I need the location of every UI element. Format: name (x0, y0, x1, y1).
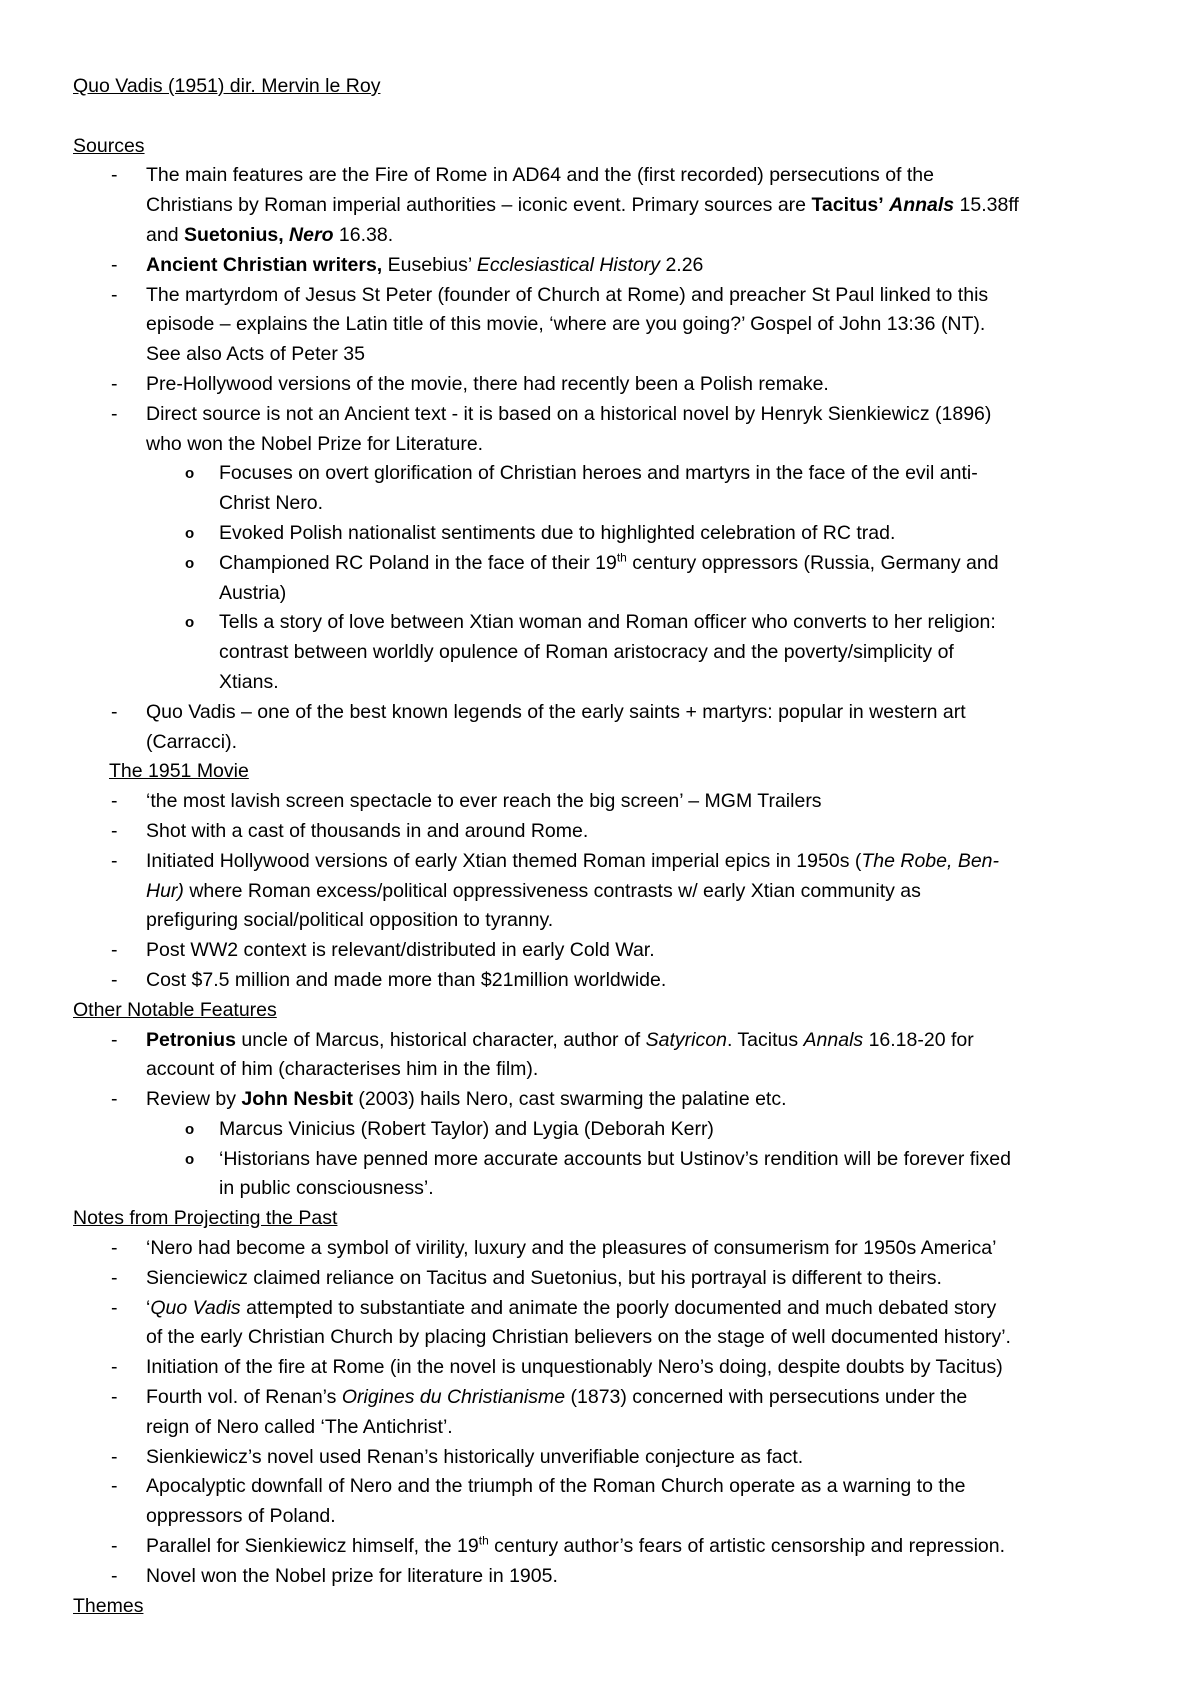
list-item (73, 698, 1153, 758)
text-run: Christians by Roman imperial authorities – iconic event. Primary sources are (146, 194, 812, 217)
text-line (146, 251, 1153, 281)
text-line (146, 1383, 1153, 1413)
text-line (146, 847, 1153, 877)
dash-bullet-icon: - (111, 849, 118, 872)
text-line (219, 608, 1153, 638)
text-run: Evoked Polish nationalist sentiments due to highlighted celebration of RC trad. (219, 521, 896, 544)
text-line (146, 1443, 1153, 1473)
text-line (219, 489, 1153, 519)
text-run: 2.26 (660, 253, 704, 276)
text-run: The main features are the Fire of Rome in AD64 and the (first recorded) persecutions of the (146, 164, 934, 187)
text-run: ‘Historians have penned more accurate accounts but Ustinov’s rendition will be forever fixed (219, 1147, 1011, 1170)
text-line (146, 1562, 1153, 1592)
list-item (73, 161, 1153, 250)
section-heading: The 1951 Movie (109, 760, 249, 783)
text-line (219, 1145, 1153, 1175)
text-line (146, 1294, 1153, 1324)
text-run: of the early Christian Church by placing Christian believers on the stage of well documented history’. (146, 1326, 1011, 1349)
text-run: th (616, 550, 627, 565)
circle-bullet-icon: o (185, 614, 195, 632)
text-run: Eusebius’ (382, 253, 477, 276)
text-run: Ecclesiastical History (476, 253, 661, 276)
dash-bullet-icon: - (111, 1237, 118, 1260)
list-item (73, 1234, 1153, 1264)
text-run: attempted to substantiate and animate the poorly documented and much debated story (240, 1296, 997, 1319)
list-item (73, 1472, 1153, 1532)
dash-bullet-icon: - (111, 1266, 118, 1289)
circle-bullet-icon: o (185, 554, 195, 572)
text-run: Annals (803, 1028, 864, 1051)
text-run: where Roman excess/political oppressiveness contrasts w/ early Xtian community as (183, 879, 921, 902)
text-line (146, 936, 1153, 966)
text-run: Apocalyptic downfall of Nero and the triumph of the Roman Church operate as a warning to the (146, 1475, 966, 1498)
text-line (146, 1502, 1153, 1532)
text-run: Ancient Christian writers, (146, 253, 383, 276)
dash-bullet-icon: - (111, 1535, 118, 1558)
section-heading: Other Notable Features (73, 998, 277, 1021)
bullet-list (73, 787, 1153, 996)
bullet-list (73, 161, 1153, 757)
dash-bullet-icon: - (111, 700, 118, 723)
text-line (219, 638, 1153, 668)
text-run: Origines du Christianisme (341, 1386, 566, 1409)
text-run: Tacitus’ (811, 194, 884, 217)
section-heading: Notes from Projecting the Past (73, 1207, 338, 1230)
list-item (73, 1353, 1153, 1383)
text-run: Quo Vadis (150, 1296, 241, 1319)
text-run: (2003) hails Nero, cast swarming the palatine etc. (352, 1088, 787, 1111)
list-item (73, 1294, 1153, 1354)
text-line (146, 161, 1153, 191)
text-run: Tells a story of love between Xtian woman and Roman officer who converts to her religion: (219, 611, 996, 634)
text-run: oppressors of Poland. (146, 1505, 336, 1528)
list-item (73, 1532, 1153, 1562)
list-item (73, 400, 1153, 460)
document-page (73, 72, 1153, 1621)
text-run: (Carracci). (146, 730, 237, 753)
dash-bullet-icon: - (111, 283, 118, 306)
bullet-list (73, 1234, 1153, 1592)
dash-bullet-icon: - (111, 1445, 118, 1468)
text-run: Sienciewicz claimed reliance on Tacitus and Suetonius, but his portrayal is different to theirs. (146, 1266, 942, 1289)
dash-bullet-icon: - (111, 402, 118, 425)
text-run: Championed RC Poland in the face of their 19 (219, 551, 617, 574)
text-run: The Robe, Ben- (861, 849, 1000, 872)
sub-list-item (73, 459, 1153, 519)
dash-bullet-icon: - (111, 1564, 118, 1587)
text-run: in public consciousness’. (219, 1177, 434, 1200)
text-line (146, 370, 1153, 400)
sub-list-item (73, 608, 1153, 697)
list-item (73, 787, 1153, 817)
list-item (73, 847, 1153, 936)
text-line (146, 221, 1153, 251)
text-line (146, 1055, 1153, 1085)
section-heading: Sources (73, 134, 145, 157)
text-line (146, 1353, 1153, 1383)
circle-bullet-icon: o (185, 1150, 195, 1168)
dash-bullet-icon: - (111, 1028, 118, 1051)
text-run: th (478, 1533, 489, 1548)
dash-bullet-icon: - (111, 253, 118, 276)
text-line (146, 1413, 1153, 1443)
text-run: Parallel for Sienkiewicz himself, the 19 (146, 1535, 479, 1558)
text-run: episode – explains the Latin title of this movie, ‘where are you going?’ Gospel of John 13:36 (NT). (146, 313, 986, 336)
list-item (73, 936, 1153, 966)
list-item (73, 1383, 1153, 1443)
list-item (73, 251, 1153, 281)
text-line (146, 310, 1153, 340)
text-run: Fourth vol. of Renan’s (146, 1386, 342, 1409)
dash-bullet-icon: - (111, 819, 118, 842)
text-run: 16.18-20 for (863, 1028, 974, 1051)
circle-bullet-icon: o (185, 1120, 195, 1138)
text-run: uncle of Marcus, historical character, author of (235, 1028, 646, 1051)
text-line (146, 1264, 1153, 1294)
text-line (146, 817, 1153, 847)
text-line (219, 519, 1153, 549)
text-line (146, 906, 1153, 936)
text-line (146, 1532, 1153, 1562)
text-run: 15.38ff (954, 194, 1019, 217)
text-line (146, 1085, 1153, 1115)
text-run: Hur) (146, 879, 184, 902)
text-line (146, 281, 1153, 311)
text-line (219, 579, 1153, 609)
dash-bullet-icon: - (111, 1386, 118, 1409)
text-run: and (146, 223, 184, 246)
text-run: Pre-Hollywood versions of the movie, there had recently been a Polish remake. (146, 372, 829, 395)
text-line (146, 340, 1153, 370)
text-run: Christ Nero. (219, 492, 324, 515)
text-line (219, 549, 1153, 579)
text-run: 16.38. (333, 223, 394, 246)
text-line (146, 1323, 1153, 1353)
text-run: Xtians. (219, 670, 279, 693)
list-item (73, 1026, 1153, 1086)
text-run: Review by (146, 1088, 242, 1111)
dash-bullet-icon: - (111, 1088, 118, 1111)
sub-list-item (73, 1115, 1153, 1145)
text-run: ‘Nero had become a symbol of virility, luxury and the pleasures of consumerism for 1950s America’ (146, 1237, 997, 1260)
bullet-list (73, 1026, 1153, 1205)
text-run: Quo Vadis – one of the best known legends of the early saints + martyrs: popular in western art (146, 700, 966, 723)
text-line (146, 1234, 1153, 1264)
text-line (146, 728, 1153, 758)
list-item (73, 1562, 1153, 1592)
text-run: prefiguring social/political opposition to tyranny. (146, 909, 554, 932)
text-run: See also Acts of Peter 35 (146, 343, 365, 366)
text-run: century author’s fears of artistic censorship and repression. (488, 1535, 1006, 1558)
list-item (73, 1085, 1153, 1115)
list-item (73, 1264, 1153, 1294)
text-run: The martyrdom of Jesus St Peter (founder of Church at Rome) and preacher St Paul linked to this (146, 283, 989, 306)
text-run: John Nesbit (241, 1088, 353, 1111)
text-run: . Tacitus (726, 1028, 804, 1051)
dash-bullet-icon: - (111, 1356, 118, 1379)
text-run: reign of Nero called ‘The Antichrist’. (146, 1415, 453, 1438)
text-run: Post WW2 context is relevant/distributed in early Cold War. (146, 939, 655, 962)
text-run: Shot with a cast of thousands in and around Rome. (146, 819, 589, 842)
text-line (219, 459, 1153, 489)
text-run: Cost $7.5 million and made more than $21million worldwide. (146, 968, 667, 991)
text-line (219, 1174, 1153, 1204)
sub-list-item (73, 549, 1153, 609)
text-line (146, 191, 1153, 221)
text-line (146, 400, 1153, 430)
text-run: (1873) concerned with persecutions under the (565, 1386, 968, 1409)
text-run: who won the Nobel Prize for Literature. (146, 432, 484, 455)
text-run: century oppressors (Russia, Germany and (626, 551, 999, 574)
dash-bullet-icon: - (111, 164, 118, 187)
text-run: Petronius (146, 1028, 236, 1051)
text-line (146, 1026, 1153, 1056)
document-title: Quo Vadis (1951) dir. Mervin le Roy (73, 75, 381, 97)
section-heading: Themes (73, 1594, 144, 1617)
circle-bullet-icon: o (185, 524, 195, 542)
dash-bullet-icon: - (111, 790, 118, 813)
text-run: Direct source is not an Ancient text - it is based on a historical novel by Henryk Sienkiewicz (1896) (146, 402, 992, 425)
list-item (73, 966, 1153, 996)
text-line (219, 1115, 1153, 1145)
text-line (146, 1472, 1153, 1502)
text-line (146, 966, 1153, 996)
text-run: Novel won the Nobel prize for literature in 1905. (146, 1564, 558, 1587)
dash-bullet-icon: - (111, 1475, 118, 1498)
text-run: Annals (889, 194, 955, 217)
text-run: ‘ (146, 1296, 151, 1319)
text-run: Nero (289, 223, 334, 246)
list-item (73, 281, 1153, 370)
text-run: Initiation of the fire at Rome (in the novel is unquestionably Nero’s doing, despite doubts by Tacitus) (146, 1356, 1003, 1379)
list-item (73, 817, 1153, 847)
text-run: Suetonius, (183, 223, 284, 246)
text-line (146, 787, 1153, 817)
text-line (146, 430, 1153, 460)
text-run: ‘the most lavish screen spectacle to ever reach the big screen’ – MGM Trailers (146, 790, 822, 813)
sub-list-item (73, 519, 1153, 549)
text-line (146, 698, 1153, 728)
document-sections (73, 132, 1153, 1622)
sub-list-item (73, 1145, 1153, 1205)
text-run: Austria) (219, 581, 287, 604)
text-run: Focuses on overt glorification of Christian heroes and martyrs in the face of the evil anti- (219, 462, 978, 485)
dash-bullet-icon: - (111, 372, 118, 395)
text-run: Sienkiewicz’s novel used Renan’s historically unverifiable conjecture as fact. (146, 1445, 804, 1468)
text-run: Initiated Hollywood versions of early Xtian themed Roman imperial epics in 1950s ( (146, 849, 862, 872)
text-run: Satyricon (645, 1028, 727, 1051)
list-item (73, 370, 1153, 400)
text-run: Marcus Vinicius (Robert Taylor) and Lygia (Deborah Kerr) (219, 1117, 714, 1140)
text-run: account of him (characterises him in the film). (146, 1058, 539, 1081)
text-run: contrast between worldly opulence of Roman aristocracy and the poverty/simplicity of (219, 641, 954, 664)
text-line (146, 877, 1153, 907)
dash-bullet-icon: - (111, 1296, 118, 1319)
dash-bullet-icon: - (111, 939, 118, 962)
dash-bullet-icon: - (111, 968, 118, 991)
list-item (73, 1443, 1153, 1473)
text-line (219, 668, 1153, 698)
circle-bullet-icon: o (185, 465, 195, 483)
